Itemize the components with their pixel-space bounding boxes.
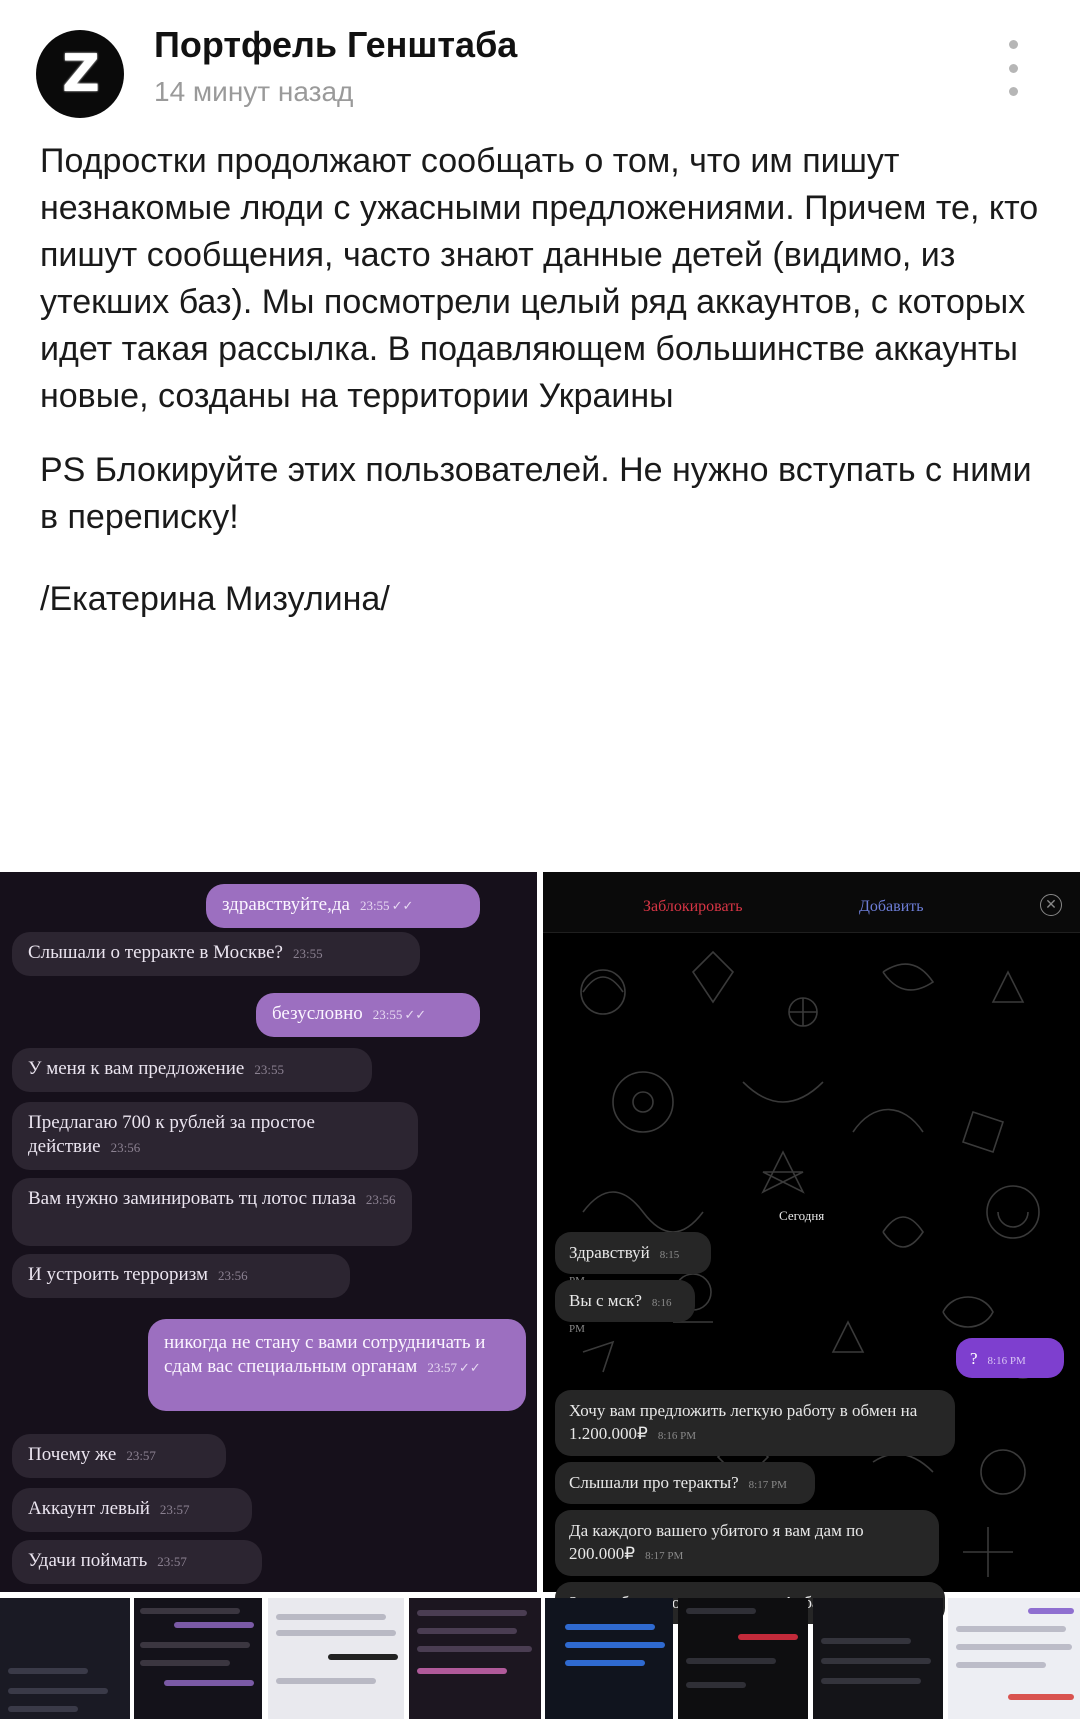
message-time: 8:17 PM [645,1550,684,1562]
post-signature: /Екатерина Мизулина/ [40,580,390,618]
message-text: никогда не стану с вами сотрудничать и сдам вас специальным органам [164,1332,486,1377]
message-time: 23:57 [126,1448,156,1463]
message-time: 8:16 PM [569,1297,672,1335]
date-separator: Сегодня [779,1208,825,1223]
message-bubble [12,1178,412,1246]
read-check-icon: ✓✓ [458,1360,481,1375]
read-check-icon: ✓✓ [391,898,414,913]
message-text: У меня к вам предложение [28,1058,245,1079]
message-time: 8:17 PM [748,1479,787,1491]
read-check-icon: ✓✓ [404,1007,427,1022]
post-timestamp: 14 минут назад [154,76,354,107]
post-ps-paragraph: PS Блокируйте этих пользователей. Не нужно вступать с ними в переписку! [40,451,1032,536]
message-bubble [555,1280,695,1335]
message-bubble [12,1488,252,1532]
thumbnail-8[interactable] [948,1598,1080,1719]
thumbnail-3[interactable] [268,1598,404,1719]
post-text [40,138,1050,623]
chat-screenshot-right[interactable] [543,872,1080,1592]
message-time: 23:56 [110,1140,141,1155]
thumbnail-6[interactable] [678,1598,808,1719]
message-bubble [12,1048,372,1092]
message-text: И устроить терроризм [28,1264,208,1285]
message-text: Предлагаю 700 к рублей за простое действие [28,1112,315,1157]
message-time: 23:56 [365,1192,396,1207]
message-text: Слышали про теракты? [569,1473,739,1492]
chat-action-bar [543,872,1080,933]
add-contact-button[interactable]: Добавить [859,898,924,915]
message-time: 23:55 [359,898,390,913]
message-bubble [555,1510,939,1576]
message-time: 8:16 PM [987,1355,1026,1367]
channel-avatar[interactable] [36,30,124,118]
message-time: 23:57 [159,1502,190,1517]
thumbnail-7[interactable] [813,1598,943,1719]
message-text: Аккаунт левый [28,1498,150,1519]
channel-title[interactable]: Портфель Генштаба [154,24,518,65]
message-bubble [12,1434,226,1478]
block-button[interactable]: Заблокировать [643,898,743,915]
message-bubble [555,1390,955,1456]
thumbnail-5[interactable] [545,1598,673,1719]
post-paragraph: Подростки продолжают сообщать о том, что им пишут незнакомые люди с ужасными предложениями. Причем те, кто пишут сообщения, часто знают данные детей (видимо, из утекших баз). Мы посмотрели целый ряд аккаунтов, с которых идет такая рассылка. В подавляющем большинстве аккаунты новые, созданы на территории Украины [40,142,1039,415]
message-time: 23:57 [427,1360,457,1375]
message-time: 8:15 [659,1249,680,1261]
chat-screenshot-left[interactable] [0,872,537,1592]
thumbnail-1[interactable] [0,1598,130,1719]
message-text: Здравствуй [569,1243,650,1262]
message-text: Слышали о терракте в Москве? [28,942,283,963]
message-time: 23:57 [157,1554,187,1569]
more-vertical-icon[interactable] [1000,40,1026,96]
post-header [0,0,1080,130]
message-bubble [12,1102,418,1170]
message-time: 8:16 PM [657,1430,697,1442]
message-time: 23:56 [218,1268,248,1283]
message-bubble [148,1319,526,1411]
message-text: безусловно [272,1003,363,1024]
message-text: Да каждого вашего убитого я вам дам по 200.000₽ [569,1521,864,1563]
message-time: 23:55 [292,946,323,961]
message-text: Почему же [28,1444,117,1465]
message-time: 23:55 [372,1007,403,1022]
message-bubble [956,1338,1064,1378]
message-text: Хочу вам предложить легкую работу в обмен на 1.200.000₽ [569,1401,918,1443]
message-time: 23:55 [254,1062,284,1077]
message-text: Удачи поймать [28,1550,148,1571]
message-bubble [206,884,480,928]
message-text: Вы с мск? [569,1291,642,1310]
thumbnail-2[interactable] [134,1598,262,1719]
message-bubble [12,1540,262,1584]
message-bubble [555,1462,815,1504]
message-text: Вам нужно заминировать тц лотос плаза [28,1188,356,1209]
thumbnail-4[interactable] [409,1598,541,1719]
message-text: ? [970,1349,978,1368]
message-bubble [12,932,420,976]
media-thumbnails [0,1598,1080,1719]
z-logo-icon: Z [62,44,98,104]
message-bubble [256,993,480,1037]
message-bubble [555,1232,711,1274]
message-bubble [12,1254,350,1298]
message-text: здравствуйте,да [222,894,350,915]
close-icon[interactable]: ✕ [1040,894,1062,916]
